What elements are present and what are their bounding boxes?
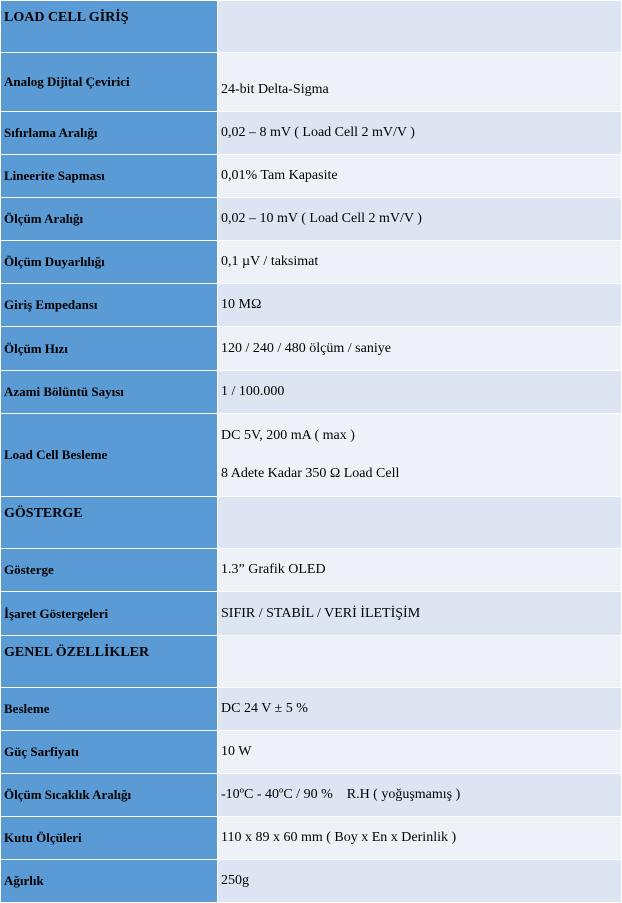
row-label: Ağırlık [1,860,217,902]
table-row [1,549,621,591]
row-value: 0,1 µV / taksimat [218,241,621,283]
table-row [1,53,621,111]
table-row [1,688,621,730]
row-label: Load Cell Besleme [1,414,217,496]
table-row [1,155,621,197]
section-value [218,636,621,687]
row-value: 120 / 240 / 480 ölçüm / saniye [218,327,621,370]
row-label: Gösterge [1,549,217,591]
table-row [1,284,621,326]
row-label: Besleme [1,688,217,730]
table-row [1,371,621,413]
table-row [1,241,621,283]
row-label: Lineerite Sapması [1,155,217,197]
row-label: Kutu Ölçüleri [1,817,217,859]
section-value [218,1,621,52]
table-row [1,592,621,635]
row-label: Güç Sarfiyatı [1,731,217,773]
row-value: 0,02 – 10 mV ( Load Cell 2 mV/V ) [218,198,621,240]
row-label: İşaret Göstergeleri [1,592,217,635]
section-value [218,497,621,548]
row-label: Analog Dijital Çevirici [1,53,217,111]
row-value: 10 W [218,731,621,773]
value-line: DC 5V, 200 mA ( max ) [221,428,355,443]
table-row [1,414,621,496]
row-value: 0,02 – 8 mV ( Load Cell 2 mV/V ) [218,112,621,154]
table-row [1,198,621,240]
table-row [1,497,621,548]
table-row [1,731,621,773]
section-header-load-cell: LOAD CELL GİRİŞ [1,1,217,52]
value-line: 8 Adete Kadar 350 Ω Load Cell [221,466,400,481]
row-label: Azami Bölüntü Sayısı [1,371,217,413]
row-value: 24-bit Delta-Sigma [218,53,621,111]
table-row [1,636,621,687]
row-label: Ölçüm Duyarlılığı [1,241,217,283]
row-value: SIFIR / STABİL / VERİ İLETİŞİM [218,592,621,635]
row-value: 1 / 100.000 [218,371,621,413]
table-row [1,1,621,52]
row-value: DC 24 V ± 5 % [218,688,621,730]
row-value: 250g [218,860,621,902]
table-row [1,774,621,816]
row-label: Sıfırlama Aralığı [1,112,217,154]
table-row [1,860,621,902]
row-label: Ölçüm Sıcaklık Aralığı [1,774,217,816]
row-value: 10 MΩ [218,284,621,326]
row-value: 110 x 89 x 60 mm ( Boy x En x Derinlik ) [218,817,621,859]
section-header-genel: GENEL ÖZELLİKLER [1,636,217,687]
section-header-gosterge: GÖSTERGE [1,497,217,548]
row-label: Ölçüm Hızı [1,327,217,370]
table-row [1,817,621,859]
row-value-multiline [218,414,621,496]
table-row [1,112,621,154]
row-label: Ölçüm Aralığı [1,198,217,240]
row-value: 0,01% Tam Kapasite [218,155,621,197]
row-value: -10ºC - 40ºC / 90 % R.H ( yoğuşmamış ) [218,774,621,816]
row-value: 1.3” Grafik OLED [218,549,621,591]
row-label: Giriş Empedansı [1,284,217,326]
table-row [1,327,621,370]
